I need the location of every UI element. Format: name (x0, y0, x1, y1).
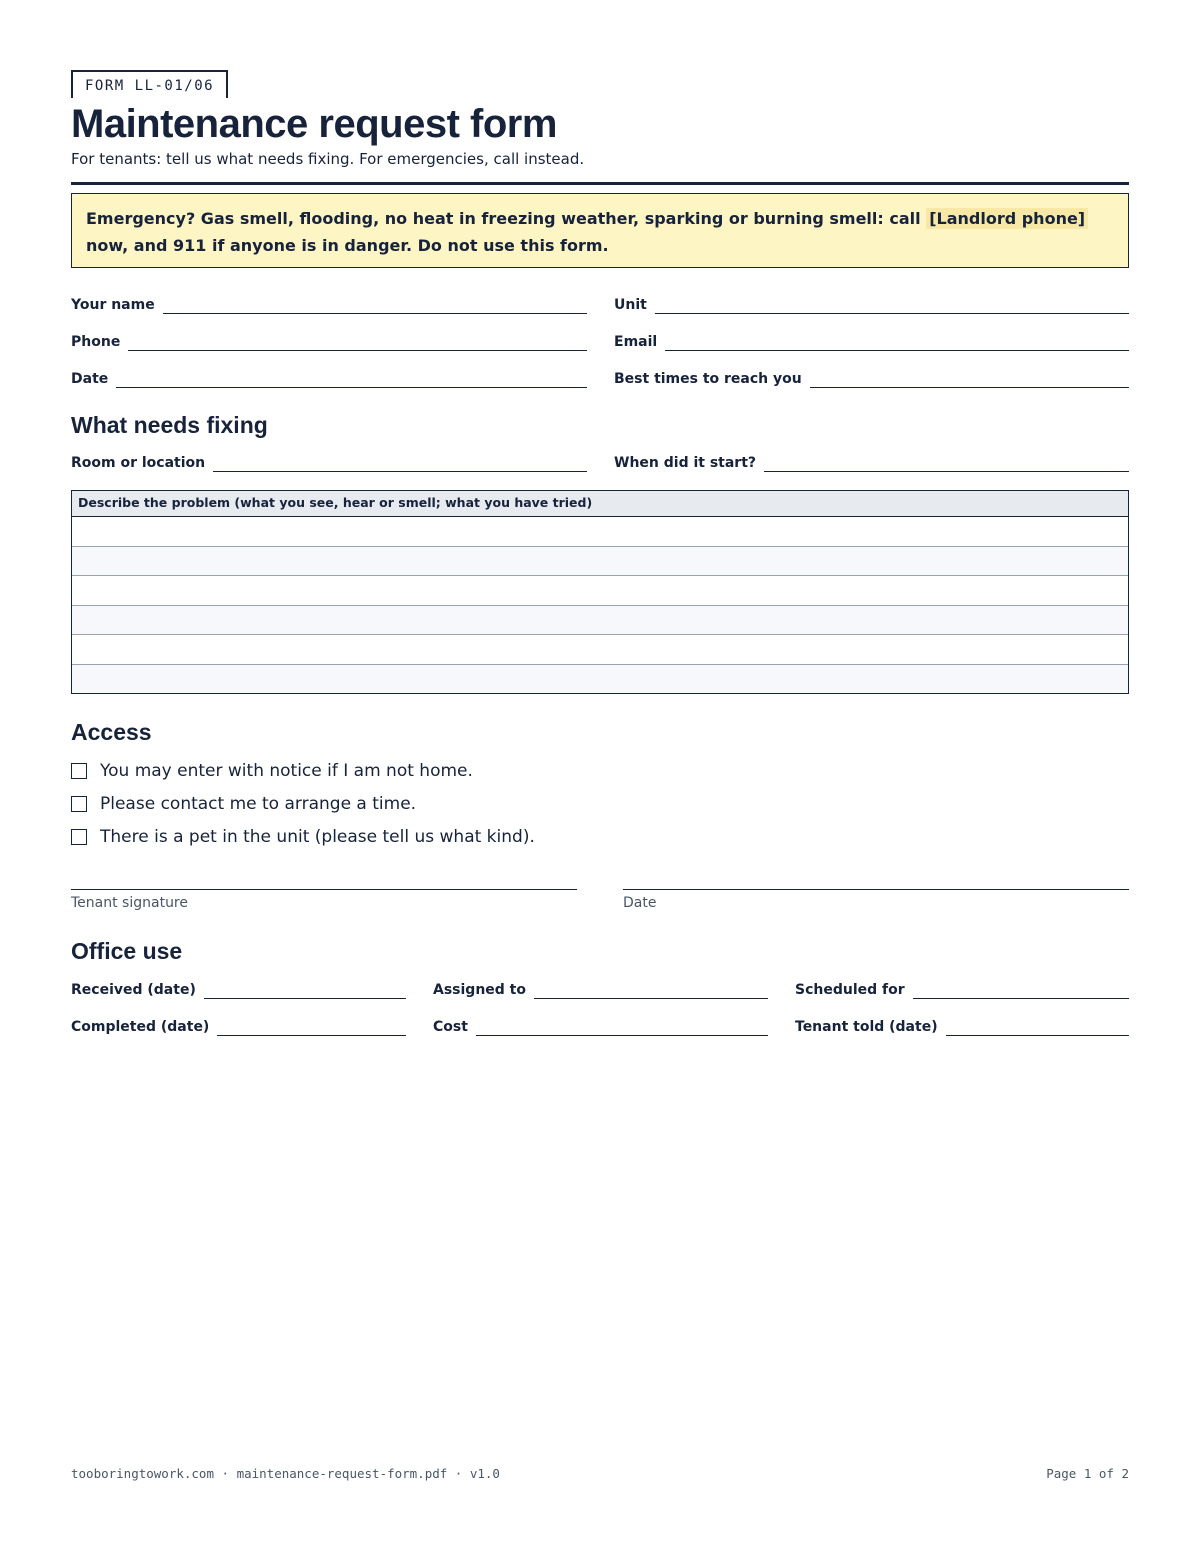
cost-input-line[interactable] (476, 1034, 768, 1036)
access-option-enter[interactable] (71, 754, 1129, 787)
cost-label: Cost (433, 1019, 468, 1035)
scheduled-input-line[interactable] (913, 997, 1129, 999)
page-footer (71, 1466, 1129, 1481)
unit-input-line[interactable] (655, 312, 1129, 314)
signature-date-line[interactable] (623, 888, 1129, 890)
phone-label: Phone (71, 334, 121, 350)
start-input-line[interactable] (764, 470, 1129, 472)
form-page (71, 70, 1129, 1036)
access-options (71, 754, 1129, 853)
footer-page-number: Page 1 of 2 (1046, 1466, 1129, 1481)
form-code-tab: FORM LL-01/06 (71, 70, 228, 98)
problem-header: Describe the problem (what you see, hear or smell; what you have tried) (72, 491, 1128, 517)
cost-field[interactable] (433, 1011, 768, 1036)
best-times-input-line[interactable] (810, 386, 1129, 388)
checkbox-enter[interactable] (71, 763, 87, 779)
start-label: When did it start? (614, 455, 757, 471)
received-field[interactable] (71, 974, 406, 999)
problem-line[interactable] (72, 547, 1128, 577)
footer-source: tooboringtowork.com · maintenance-request-form.pdf · v1.0 (71, 1466, 500, 1481)
scheduled-label: Scheduled for (795, 982, 905, 998)
unit-label: Unit (614, 297, 647, 313)
section-title-access: Access (71, 719, 152, 745)
problem-line[interactable] (72, 576, 1128, 606)
name-label: Your name (71, 297, 155, 313)
landlord-phone-placeholder: [Landlord phone] (926, 208, 1088, 229)
checkbox-contact[interactable] (71, 796, 87, 812)
signature-row (71, 888, 1129, 912)
office-fields (71, 974, 1129, 1036)
section-title-fixing: What needs fixing (71, 412, 268, 438)
page-subtitle: For tenants: tell us what needs fixing. For emergencies, call instead. (71, 150, 585, 168)
received-input-line[interactable] (204, 997, 406, 999)
fixing-fields (71, 447, 1129, 472)
assigned-field[interactable] (433, 974, 768, 999)
section-title-office: Office use (71, 938, 183, 964)
problem-description-box[interactable] (71, 490, 1129, 694)
access-option-label: Please contact me to arrange a time. (100, 793, 417, 814)
tenant-told-field[interactable] (795, 1011, 1129, 1036)
best-times-label: Best times to reach you (614, 371, 802, 387)
access-option-pet[interactable] (71, 820, 1129, 853)
name-input-line[interactable] (163, 312, 587, 314)
room-field[interactable] (71, 447, 587, 472)
completed-input-line[interactable] (217, 1034, 406, 1036)
signature-caption: Tenant signature (71, 895, 188, 911)
alert-text-after: now, and 911 if anyone is in danger. Do not use this form. (86, 236, 609, 255)
problem-line[interactable] (72, 635, 1128, 665)
problem-line[interactable] (72, 517, 1128, 547)
signature-date-caption: Date (623, 895, 657, 911)
header-divider (71, 182, 1129, 185)
page-title: Maintenance request form (71, 102, 557, 146)
access-option-label: You may enter with notice if I am not home. (100, 760, 473, 781)
signature-date-block[interactable] (623, 888, 1129, 912)
email-label: Email (614, 334, 658, 350)
tenant-signature-block[interactable] (71, 888, 577, 912)
name-field[interactable] (71, 289, 587, 314)
access-option-contact[interactable] (71, 787, 1129, 820)
signature-line[interactable] (71, 888, 577, 890)
problem-line[interactable] (72, 665, 1128, 694)
alert-text-before: Emergency? Gas smell, flooding, no heat in freezing weather, sparking or burning smell: call (86, 209, 921, 228)
date-label: Date (71, 371, 109, 387)
start-field[interactable] (614, 447, 1129, 472)
problem-line[interactable] (72, 606, 1128, 636)
completed-field[interactable] (71, 1011, 406, 1036)
tenant-told-label: Tenant told (date) (795, 1019, 938, 1035)
tenant-told-input-line[interactable] (946, 1034, 1129, 1036)
access-option-label: There is a pet in the unit (please tell us what kind). (100, 826, 535, 847)
assigned-label: Assigned to (433, 982, 526, 998)
phone-field[interactable] (71, 326, 587, 351)
date-input-line[interactable] (116, 386, 587, 388)
room-label: Room or location (71, 455, 206, 471)
checkbox-pet[interactable] (71, 829, 87, 845)
completed-label: Completed (date) (71, 1019, 210, 1035)
phone-input-line[interactable] (128, 349, 587, 351)
emergency-alert (71, 193, 1129, 268)
unit-field[interactable] (614, 289, 1129, 314)
scheduled-field[interactable] (795, 974, 1129, 999)
assigned-input-line[interactable] (534, 997, 768, 999)
email-field[interactable] (614, 326, 1129, 351)
email-input-line[interactable] (665, 349, 1129, 351)
contact-fields (71, 289, 1129, 388)
date-field[interactable] (71, 363, 587, 388)
best-times-field[interactable] (614, 363, 1129, 388)
room-input-line[interactable] (213, 470, 587, 472)
received-label: Received (date) (71, 982, 196, 998)
